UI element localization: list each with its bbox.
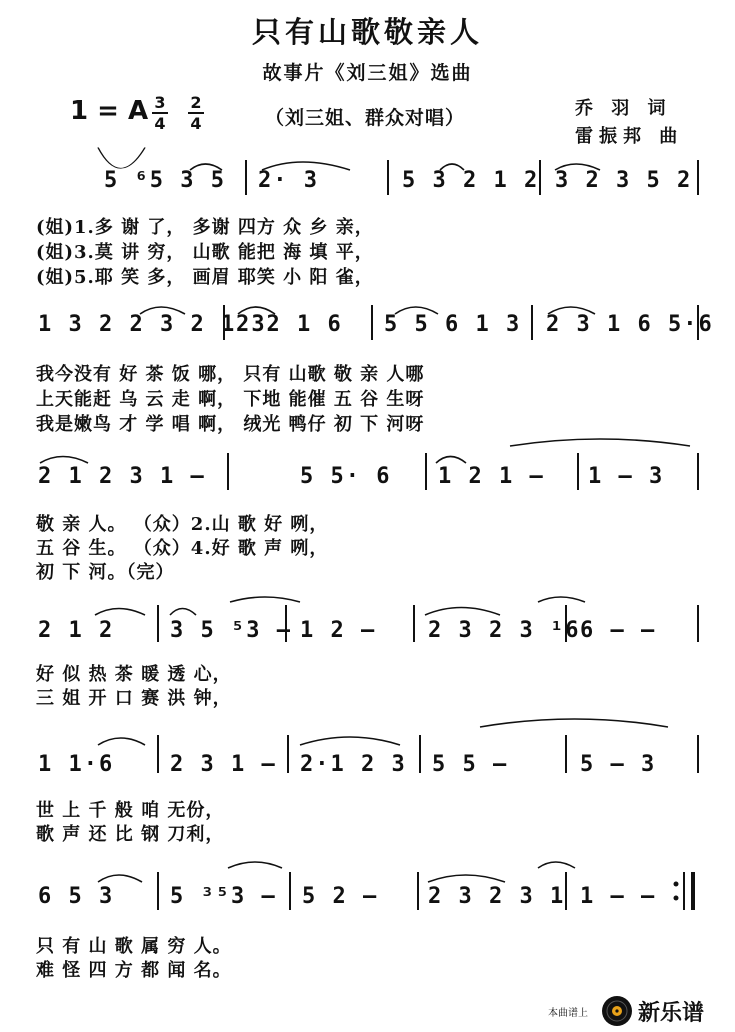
measure-6-2: 5 ³⁵3 — bbox=[170, 884, 277, 909]
measure-6-5: 1 — — bbox=[580, 884, 657, 909]
lyric-line-5-2: 歌 声 还 比 钢 刀利， bbox=[36, 824, 225, 845]
lyric-line-3-1: 敬 亲 人。 （众）2.山 歌 好 咧， bbox=[36, 514, 329, 535]
measure-5-2: 2 3 1 — bbox=[170, 752, 277, 777]
lyric-line-2-1: 我今没有 好 茶 饭 哪， 只有 山歌 敬 亲 人哪 bbox=[36, 364, 425, 385]
measure-1-2: 2· 3 bbox=[258, 168, 319, 193]
performance-note: （刘三姐、群众对唱） bbox=[265, 107, 466, 129]
lyric-line-3-3: 初 下 河。（完） bbox=[36, 562, 175, 583]
source-label: 本曲谱上 bbox=[548, 1008, 588, 1019]
measure-2-1: 1 3 2 2 3 2 1 3 bbox=[38, 312, 267, 337]
lyric-line-4-1: 好 似 热 茶 暖 透 心， bbox=[36, 664, 232, 685]
measure-4-4: 2 3 2 3 ¹6 bbox=[428, 618, 581, 643]
measure-4-3: 1 2 — bbox=[300, 618, 377, 643]
lyric-line-1-1: (姐)1.多 谢 了， 多谢 四方 众 乡 亲， bbox=[36, 217, 374, 238]
measure-6-4: 2 3 2 3 1 bbox=[428, 884, 566, 909]
lyric-line-2-3: 我是嫩鸟 才 学 唱 啊， 绒光 鸭仔 初 下 河呀 bbox=[36, 414, 425, 435]
measure-5-4: 5 5 — bbox=[432, 752, 509, 777]
measure-1-1: 5 ⁶5 3 5 bbox=[104, 168, 226, 193]
measure-2-4: 2 3 1 6 5·6 bbox=[546, 312, 714, 337]
measure-1-3: 5 3 2 1 2 bbox=[402, 168, 540, 193]
site-name: 新乐谱 bbox=[638, 1001, 705, 1026]
measure-3-2: 5 5· 6 bbox=[300, 464, 392, 489]
lyric-line-5-1: 世 上 千 般 咱 无份， bbox=[36, 800, 225, 821]
measure-3-1: 2 1 2 3 1 — bbox=[38, 464, 206, 489]
measure-4-2: 3 5 ⁵3 — bbox=[170, 618, 292, 643]
disc-logo-icon bbox=[600, 994, 634, 1028]
measure-4-1: 2 1 2 bbox=[38, 618, 115, 643]
measure-2-3: 5 5 6 1 3 bbox=[384, 312, 522, 337]
lyric-line-6-1: 只 有 山 歌 属 穷 人。 bbox=[36, 936, 232, 957]
lyricist-credit: 乔 羽 词 bbox=[575, 98, 672, 119]
measure-3-4: 1 — 3 bbox=[588, 464, 665, 489]
measure-2-2: 2 2 1 6 bbox=[236, 312, 343, 337]
song-title: 只有山歌敬亲人 bbox=[251, 15, 483, 49]
composer-credit: 雷振邦 曲 bbox=[575, 126, 684, 147]
measure-5-3: 2·1 2 3 bbox=[300, 752, 407, 777]
measure-6-1: 6 5 3 bbox=[38, 884, 115, 909]
lyric-line-1-2: (姐)3.莫 讲 穷， 山歌 能把 海 填 平， bbox=[36, 242, 374, 263]
measure-3-3: 1 2 1 — bbox=[438, 464, 545, 489]
measure-5-5: 5 — 3 bbox=[580, 752, 657, 777]
lyric-line-1-3: (姐)5.耶 笑 多， 画眉 耶笑 小 阳 雀， bbox=[36, 267, 374, 288]
lyric-line-3-2: 五 谷 生。 （众）4.好 歌 声 咧， bbox=[36, 538, 329, 559]
time-signature-2: 2 4 bbox=[188, 94, 204, 132]
lyric-line-4-2: 三 姐 开 口 赛 洪 钟， bbox=[36, 688, 232, 709]
measure-6-3: 5 2 — bbox=[302, 884, 379, 909]
song-subtitle: 故事片《刘三姐》选曲 bbox=[262, 62, 473, 84]
lyric-line-2-2: 上天能赶 乌 云 走 啊， 下地 能催 五 谷 生呀 bbox=[36, 389, 425, 410]
time-signature-1: 3 4 bbox=[152, 94, 168, 132]
lyric-line-6-2: 难 怪 四 方 都 闻 名。 bbox=[36, 960, 232, 981]
measure-5-1: 1 1·6 bbox=[38, 752, 115, 777]
key-signature: 1 = A bbox=[70, 96, 149, 126]
measure-4-5: 6 — — bbox=[580, 618, 657, 643]
measure-1-4: 3 2 3 5 2 bbox=[555, 168, 693, 193]
